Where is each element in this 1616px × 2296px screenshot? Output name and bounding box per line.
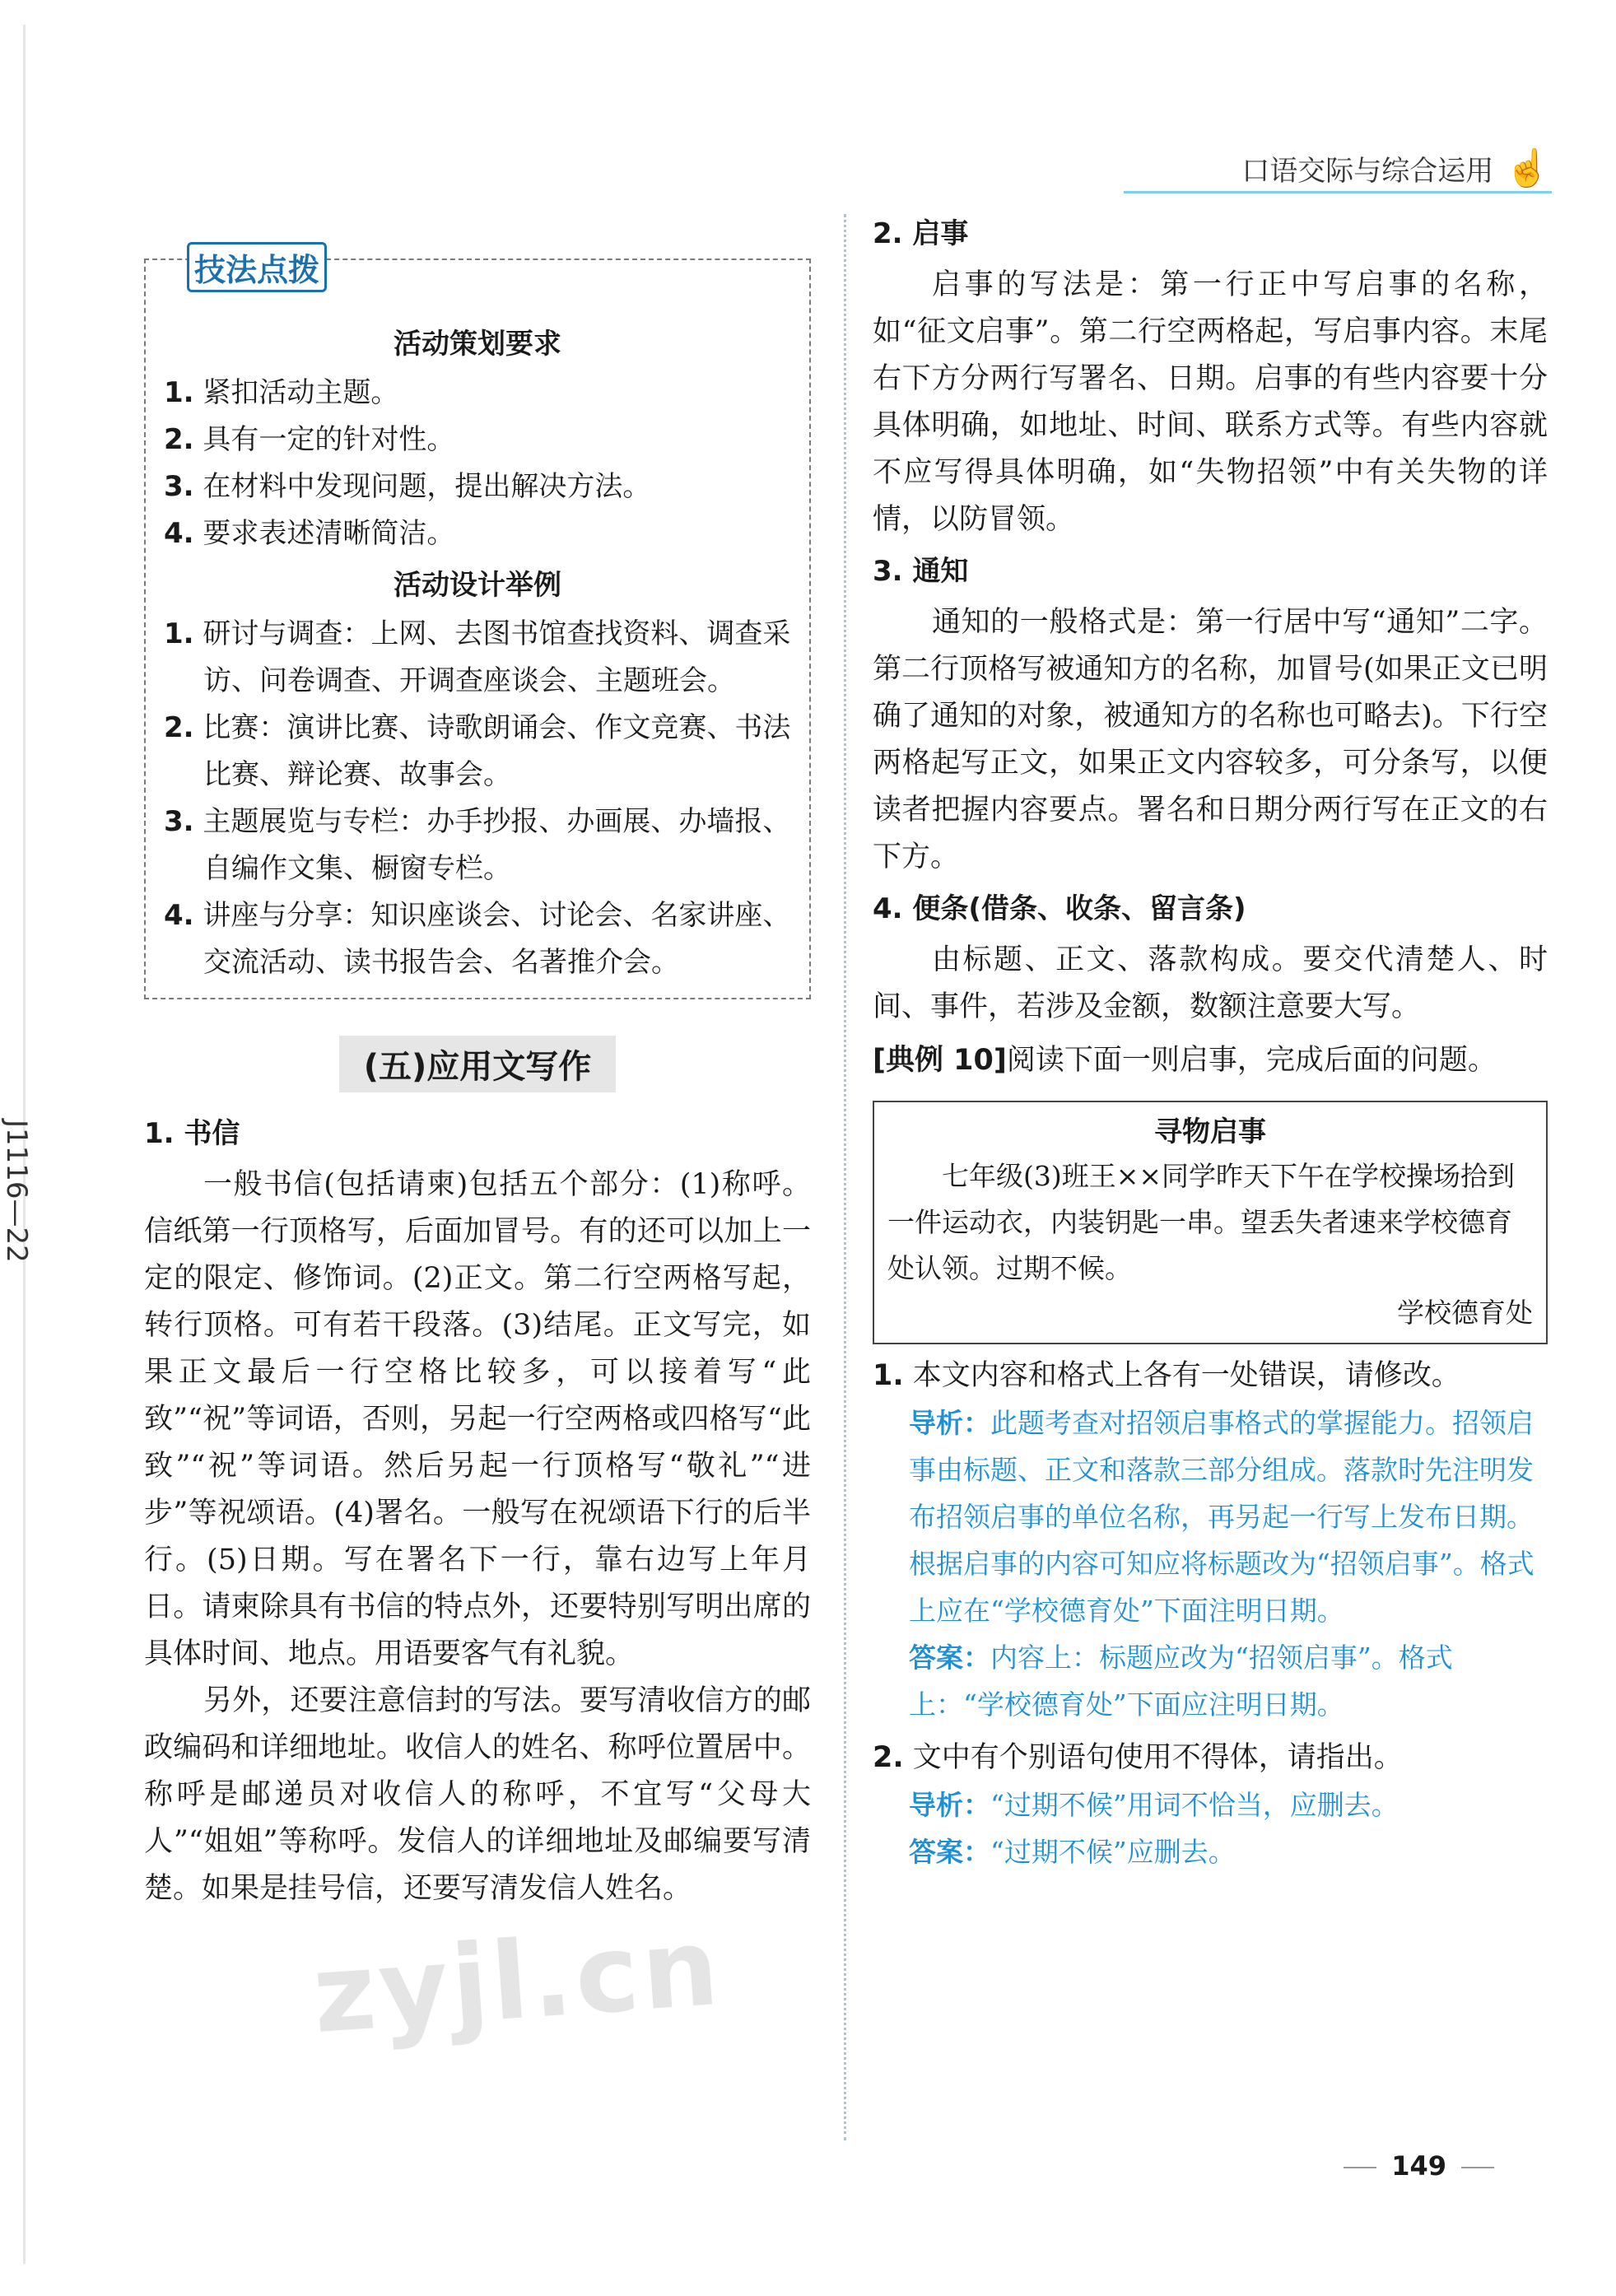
tips-label: 技法点拨 bbox=[187, 242, 327, 292]
note-paragraph: 由标题、正文、落款构成。要交代清楚人、时间、事件，若涉及金额，数额注意要大写。 bbox=[873, 943, 1548, 1023]
tips-example-item: 3. 主题展览与专栏：办手抄报、办画展、办墙报、自编作文集、橱窗专栏。 bbox=[164, 805, 791, 885]
tips-heading-requirements: 活动策划要求 bbox=[394, 328, 561, 361]
tips-heading-examples: 活动设计举例 bbox=[394, 569, 561, 602]
watermark: zyjl.cn bbox=[309, 1903, 726, 2058]
example-notice-box bbox=[873, 1101, 1548, 1344]
circular-paragraph: 通知的一般格式是：第一行居中写“通知”二字。第二行顶格写被通知方的名称，加冒号(如果正文已明确了通知的对象，被通知方的名称也可略去)。下行空两格起写正文，如果正文内容较多，可分条写，以便读者把握内容要点。署名和日期分两行写在正文的右下方。 bbox=[873, 606, 1548, 873]
question-1-answer: 答案：内容上：标题应改为“招领启事”。格式上：“学校德育处”下面应注明日期。 bbox=[909, 1642, 1453, 1721]
tips-example-item: 2. 比赛：演讲比赛、诗歌朗诵会、作文竞赛、书法比赛、辩论赛、故事会。 bbox=[164, 711, 791, 791]
question-2: 2. 文中有个别语句使用不得体，请指出。 bbox=[873, 1741, 1403, 1774]
circular-heading: 3. 通知 bbox=[873, 555, 969, 588]
question-1-guide: 导析：此题考查对招领启事格式的掌握能力。招领启事由标题、正文和落款三部分组成。落款时先注明发布招领启事的单位名称，再另起一行写上发布日期。根据启事的内容可知应将标题改为“招领启事”。格式上应在“学校德育处”下面注明日期。 bbox=[909, 1407, 1535, 1627]
letters-paragraph-1: 一般书信(包括请柬)包括五个部分：(1)称呼。信纸第一行顶格写，后面加冒号。有的还可以加上一定的限定、修饰词。(2)正文。第二行空两格写起，转行顶格。可有若干段落。(3)结尾。正文写完，如果正文最后一行空格比较多，可以接着写“此致”“祝”等词语，否则，另起一行空两格或四格写“此致”“祝”等词语。然后另起一行顶格写“敬礼”“进步”等祝颂语。(4)署名。一般写在祝颂语下行的后半行。(5)日期。写在署名下一行，靠右边写上年月日。请柬除具有书信的特点外，还要特别写明出席的具体时间、地点。用语要客气有礼貌。 bbox=[144, 1168, 811, 1670]
example-box-sign: 学校德育处 bbox=[1397, 1297, 1533, 1329]
column-divider bbox=[844, 214, 846, 2140]
section-title: (五)应用文写作 bbox=[144, 1036, 811, 1092]
tips-example-item: 4. 讲座与分享：知识座谈会、讨论会、名家讲座、交流活动、读书报告会、名著推介会。 bbox=[164, 899, 791, 979]
right-column bbox=[873, 206, 1548, 1875]
side-code: J1116—22 bbox=[0, 1120, 33, 1263]
tips-box bbox=[144, 252, 811, 999]
page-header bbox=[1241, 148, 1550, 189]
tips-req-item: 1. 紧扣活动主题。 bbox=[164, 376, 399, 409]
notice-paragraph: 启事的写法是：第一行正中写启事的名称，如“征文启事”。第二行空两格起，写启事内容。末尾右下方分两行写署名、日期。启事的有些内容要十分具体明确，如地址、时间、联系方式等。有些内容就不应写得具体明确，如“失物招领”中有关失物的详情，以防冒领。 bbox=[873, 268, 1548, 536]
question-1: 1. 本文内容和格式上各有一处错误，请修改。 bbox=[873, 1359, 1460, 1392]
notice-heading: 2. 启事 bbox=[873, 217, 969, 250]
example-box-text: 七年级(3)班王××同学昨天下午在学校操场拾到一件运动衣，内装钥匙一串。望丢失者速来学校德育处认领。过期不候。 bbox=[887, 1160, 1516, 1284]
letters-paragraph-2: 另外，还要注意信封的写法。要写清收信方的邮政编码和详细地址。收信人的姓名、称呼位置居中。称呼是邮递员对收信人的称呼，不宜写“父母大人”“姐姐”等称呼。发信人的详细地址及邮编要写清楚。如果是挂号信，还要写清发信人姓名。 bbox=[144, 1684, 811, 1905]
question-2-guide: 导析：“过期不候”用词不恰当，应删去。 bbox=[909, 1789, 1399, 1821]
chapter-title: 口语交际与综合运用 bbox=[1241, 155, 1494, 188]
page-number: 149 bbox=[1329, 2150, 1509, 2182]
example-intro: [典例 10]阅读下面一则启事，完成后面的问题。 bbox=[873, 1044, 1497, 1077]
tips-example-item: 1. 研讨与调查：上网、去图书馆查找资料、调查采访、问卷调查、开调查座谈会、主题班会。 bbox=[164, 617, 791, 697]
tips-req-item: 4. 要求表述清晰简洁。 bbox=[164, 517, 455, 550]
header-rule bbox=[1124, 191, 1552, 193]
pointing-hand-icon: ☝ bbox=[1505, 147, 1550, 189]
tips-req-item: 3. 在材料中发现问题，提出解决方法。 bbox=[164, 470, 651, 503]
tips-req-item: 2. 具有一定的针对性。 bbox=[164, 423, 455, 456]
example-box-title: 寻物启事 bbox=[1154, 1115, 1266, 1148]
letters-heading: 1. 书信 bbox=[144, 1117, 240, 1150]
question-2-answer: 答案：“过期不候”应删去。 bbox=[909, 1836, 1236, 1868]
note-heading: 4. 便条(借条、收条、留言条) bbox=[873, 892, 1246, 925]
left-column bbox=[144, 247, 811, 1912]
